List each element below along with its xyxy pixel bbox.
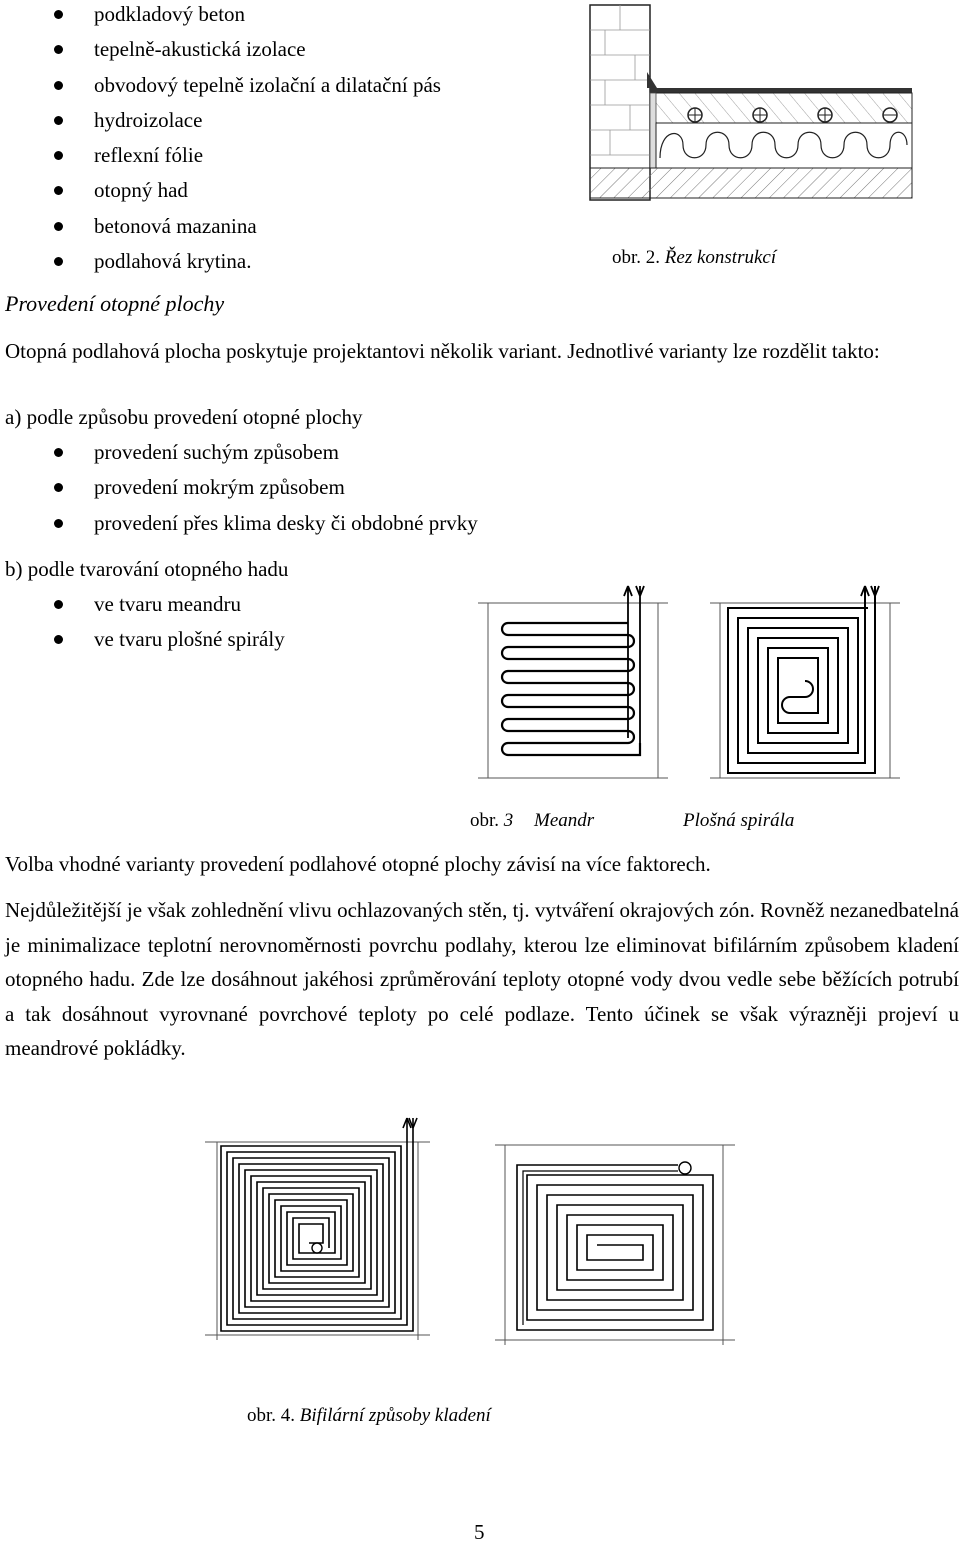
fig4-caption — [247, 1405, 491, 1427]
list-item: hydroizolace — [0, 108, 441, 143]
list-item: otopný had — [0, 178, 441, 213]
fig2-caption — [612, 247, 776, 269]
paragraph-main: Nejdůležitější je však zohlednění vlivu ochlazovaných stěn, tj. vytváření okrajových zón. Rovněž nezanedbatelná je minimalizace teplotní nerovnoměrnosti povrchu podlahy, kterou lze eliminovat bifilárním způsobem kladení otopného hadu. Zde lze dosáhnout jakéhosi zprůměrování teploty otopné vody dvou vedle sebe běžících potrubí a tak dosáhnout vyrovnané povrchové teploty po celé podlaze. Tento účinek se však výrazněji projeví u meandrové pokládky. — [5, 898, 959, 1060]
fig3-right-title-text: Plošná spirála — [683, 810, 795, 831]
list-item: ve tvaru meandru — [0, 592, 285, 627]
variant-b-list — [0, 592, 285, 663]
list-item: provedení přes klima desky či obdobné prvky — [0, 511, 478, 546]
floor-section-figure — [585, 0, 915, 205]
variant-a-list — [0, 440, 478, 546]
list-item: ve tvaru plošné spirály — [0, 627, 285, 662]
fig3-number: obr. — [470, 810, 500, 831]
list-item: betonová mazanina — [0, 214, 441, 249]
bifilar-spiral-figure — [205, 1115, 430, 1350]
list-item: obvodový tepelně izolační a dilatační pás — [0, 73, 441, 108]
meander-figure — [478, 578, 668, 788]
fig2-title: Řez konstrukcí — [664, 247, 777, 268]
spiral-figure — [710, 578, 900, 788]
variant-a-label: a) podle způsobu provedení otopné plochy — [5, 405, 363, 429]
paragraph-choice: Volba vhodné varianty provedení podlahové otopné plochy závisí na více faktorech. — [5, 852, 711, 876]
fig3-left-title — [534, 810, 594, 832]
bifilar-meander-figure — [495, 1140, 735, 1360]
layers-list — [0, 2, 441, 284]
fig3-right-title — [683, 810, 794, 832]
intro-paragraph: Otopná podlahová plocha poskytuje projektantovi několik variant. Jednotlivé varianty lze rozdělit takto: — [5, 339, 880, 363]
list-item: provedení suchým způsobem — [0, 440, 478, 475]
fig4-number: obr. 4. — [247, 1405, 296, 1426]
fig3-caption — [470, 810, 513, 832]
variant-b-label: b) podle tvarování otopného hadu — [5, 557, 289, 581]
fig4-title: Bifilární způsoby kladení — [299, 1405, 491, 1426]
fig3-number-digit: 3 — [503, 810, 514, 831]
list-item: tepelně-akustická izolace — [0, 37, 441, 72]
fig3-left-title-text: Meandr — [534, 810, 595, 831]
fig2-number: obr. 2. — [612, 247, 661, 268]
list-item: reflexní fólie — [0, 143, 441, 178]
list-item: podlahová krytina. — [0, 249, 441, 284]
section-heading: Provedení otopné plochy — [5, 291, 225, 316]
page-number: 5 — [474, 1520, 485, 1544]
list-item: provedení mokrým způsobem — [0, 475, 478, 510]
list-item: podkladový beton — [0, 2, 441, 37]
